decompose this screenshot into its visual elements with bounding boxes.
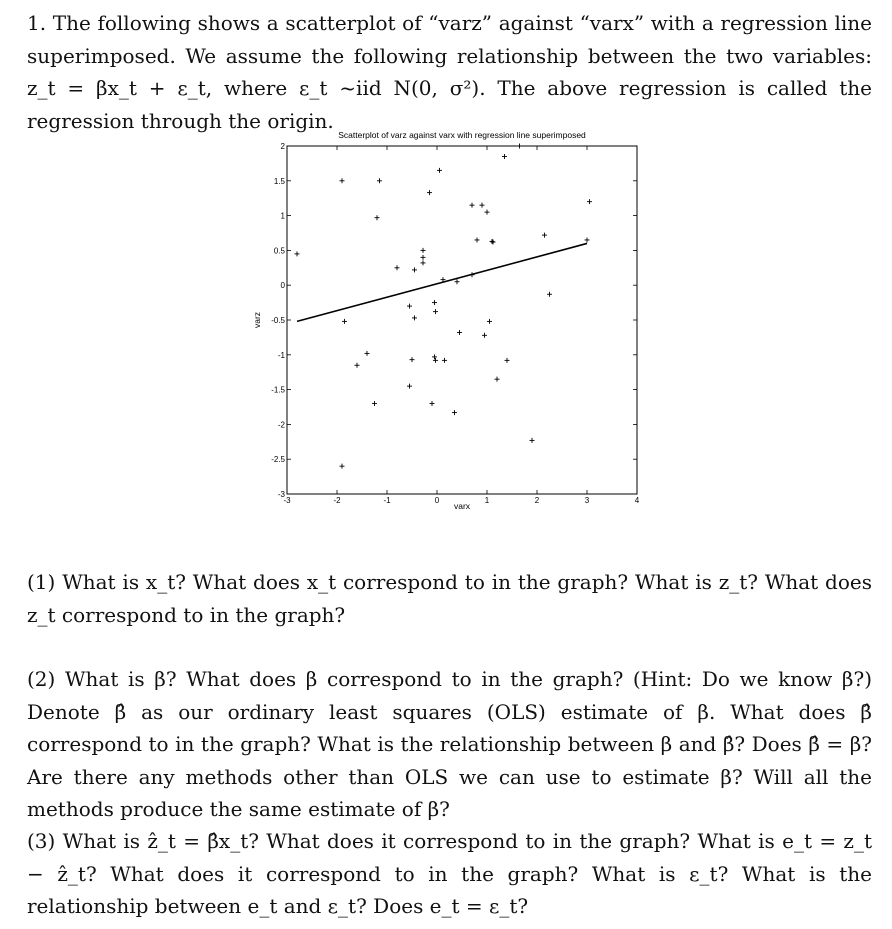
data-point: [340, 178, 345, 183]
y-axis-label: varz: [252, 311, 262, 329]
data-point: [587, 199, 592, 204]
data-point: [355, 363, 360, 368]
data-point: [490, 239, 495, 244]
data-point: [430, 401, 435, 406]
subquestion-text: What is β? What does β correspond to in the graph? (Hint: Do we know β?) Denote β̂ as our ordinary least squares (OLS) estimate of β. What does β̂ correspond to in the graph? What is the relationship between β and β̂? Does β̂ = β? Are there any methods other than OLS we can use to estimate β? Will all the methods produce the same estimate of β?: [27, 667, 873, 821]
x-tick-label: 3: [584, 496, 590, 505]
data-point: [475, 237, 480, 242]
regression-line: [297, 243, 587, 321]
data-point: [495, 377, 500, 382]
y-tick-label: 1.5: [273, 176, 285, 186]
data-point: [485, 210, 490, 215]
x-tick-label: -2: [333, 496, 341, 505]
data-point: [470, 203, 475, 208]
data-point: [542, 233, 547, 238]
data-point: [505, 358, 510, 363]
data-point: [433, 358, 438, 363]
data-point: [427, 190, 432, 195]
subquestion-label: (3): [27, 829, 56, 853]
data-point: [455, 279, 460, 284]
data-point: [421, 260, 426, 265]
data-point: [412, 315, 417, 320]
data-point: [410, 357, 415, 362]
data-point: [487, 319, 492, 324]
chart-title: Scatterplot of varz against varx with regression line superimposed: [338, 130, 586, 140]
data-point: [395, 265, 400, 270]
question-intro: [27, 7, 872, 137]
data-point: [377, 178, 382, 183]
data-point: [517, 144, 522, 149]
y-tick-label: -0.5: [271, 316, 285, 325]
data-point: [491, 240, 496, 245]
data-point: [437, 168, 442, 173]
data-point: [365, 351, 370, 356]
data-point: [432, 300, 437, 305]
data-point: [433, 309, 438, 314]
data-point: [421, 248, 426, 253]
data-points: [295, 144, 593, 469]
intro-text: The following shows a scatterplot of “varz” against “varx” with a regression line superimposed. We assume the following relationship between the two variables: z_t = βx_t + ε_t, where ε_t ~iid N(0, σ²). The above regression is called the regression through the origin.: [27, 11, 872, 133]
x-tick-label: 1: [484, 496, 490, 505]
data-point: [530, 438, 535, 443]
data-point: [442, 358, 447, 363]
data-point: [407, 384, 412, 389]
x-axis-label: varx: [453, 501, 471, 511]
data-point: [372, 401, 377, 406]
data-point: [432, 354, 437, 359]
question-number: 1.: [27, 11, 47, 35]
data-point: [482, 333, 487, 338]
y-tick-label: -1: [277, 350, 285, 360]
data-point: [340, 464, 345, 469]
plot-frame: [287, 146, 637, 494]
data-point: [407, 304, 412, 309]
subquestion-3: [27, 825, 872, 923]
subquestion-label: (2): [27, 667, 56, 691]
axis-ticks: [271, 142, 640, 505]
y-tick-label: -3: [277, 490, 285, 499]
subquestion-text: What is ẑ_t = β̂x_t? What does it correspond to in the graph? What is e_t = z_t − ẑ_t? What does it correspond to in the graph? What is ε_t? What is the relationship between e_t and ε_t? Does e_t = ε_t?: [27, 829, 872, 918]
y-tick-label: 0.5: [273, 246, 285, 256]
x-tick-label: 2: [534, 496, 540, 505]
data-point: [421, 255, 426, 260]
x-tick-label: -3: [283, 496, 291, 505]
scatter-chart: [250, 127, 642, 512]
data-point: [502, 154, 507, 159]
y-tick-label: -2: [277, 420, 285, 430]
x-tick-label: -1: [383, 496, 391, 505]
data-point: [375, 215, 380, 220]
y-tick-label: 2: [280, 142, 285, 151]
y-tick-label: -1.5: [271, 385, 285, 395]
data-point: [452, 410, 457, 415]
x-tick-label: 0: [434, 496, 440, 505]
data-point: [480, 203, 485, 208]
data-point: [412, 267, 417, 272]
data-point: [295, 251, 300, 256]
data-point: [547, 292, 552, 297]
subquestion-2: [27, 663, 872, 826]
subquestion-label: (1): [27, 570, 56, 594]
y-tick-label: -2.5: [271, 455, 285, 465]
subquestion-text: What is x_t? What does x_t correspond to in the graph? What is z_t? What does z_t correspond to in the graph?: [27, 570, 873, 627]
data-point: [585, 237, 590, 242]
data-point: [342, 319, 347, 324]
y-tick-label: 1: [280, 211, 285, 221]
y-tick-label: 0: [280, 281, 285, 291]
subquestion-1: [27, 566, 872, 631]
x-tick-label: 4: [634, 496, 640, 505]
data-point: [457, 330, 462, 335]
